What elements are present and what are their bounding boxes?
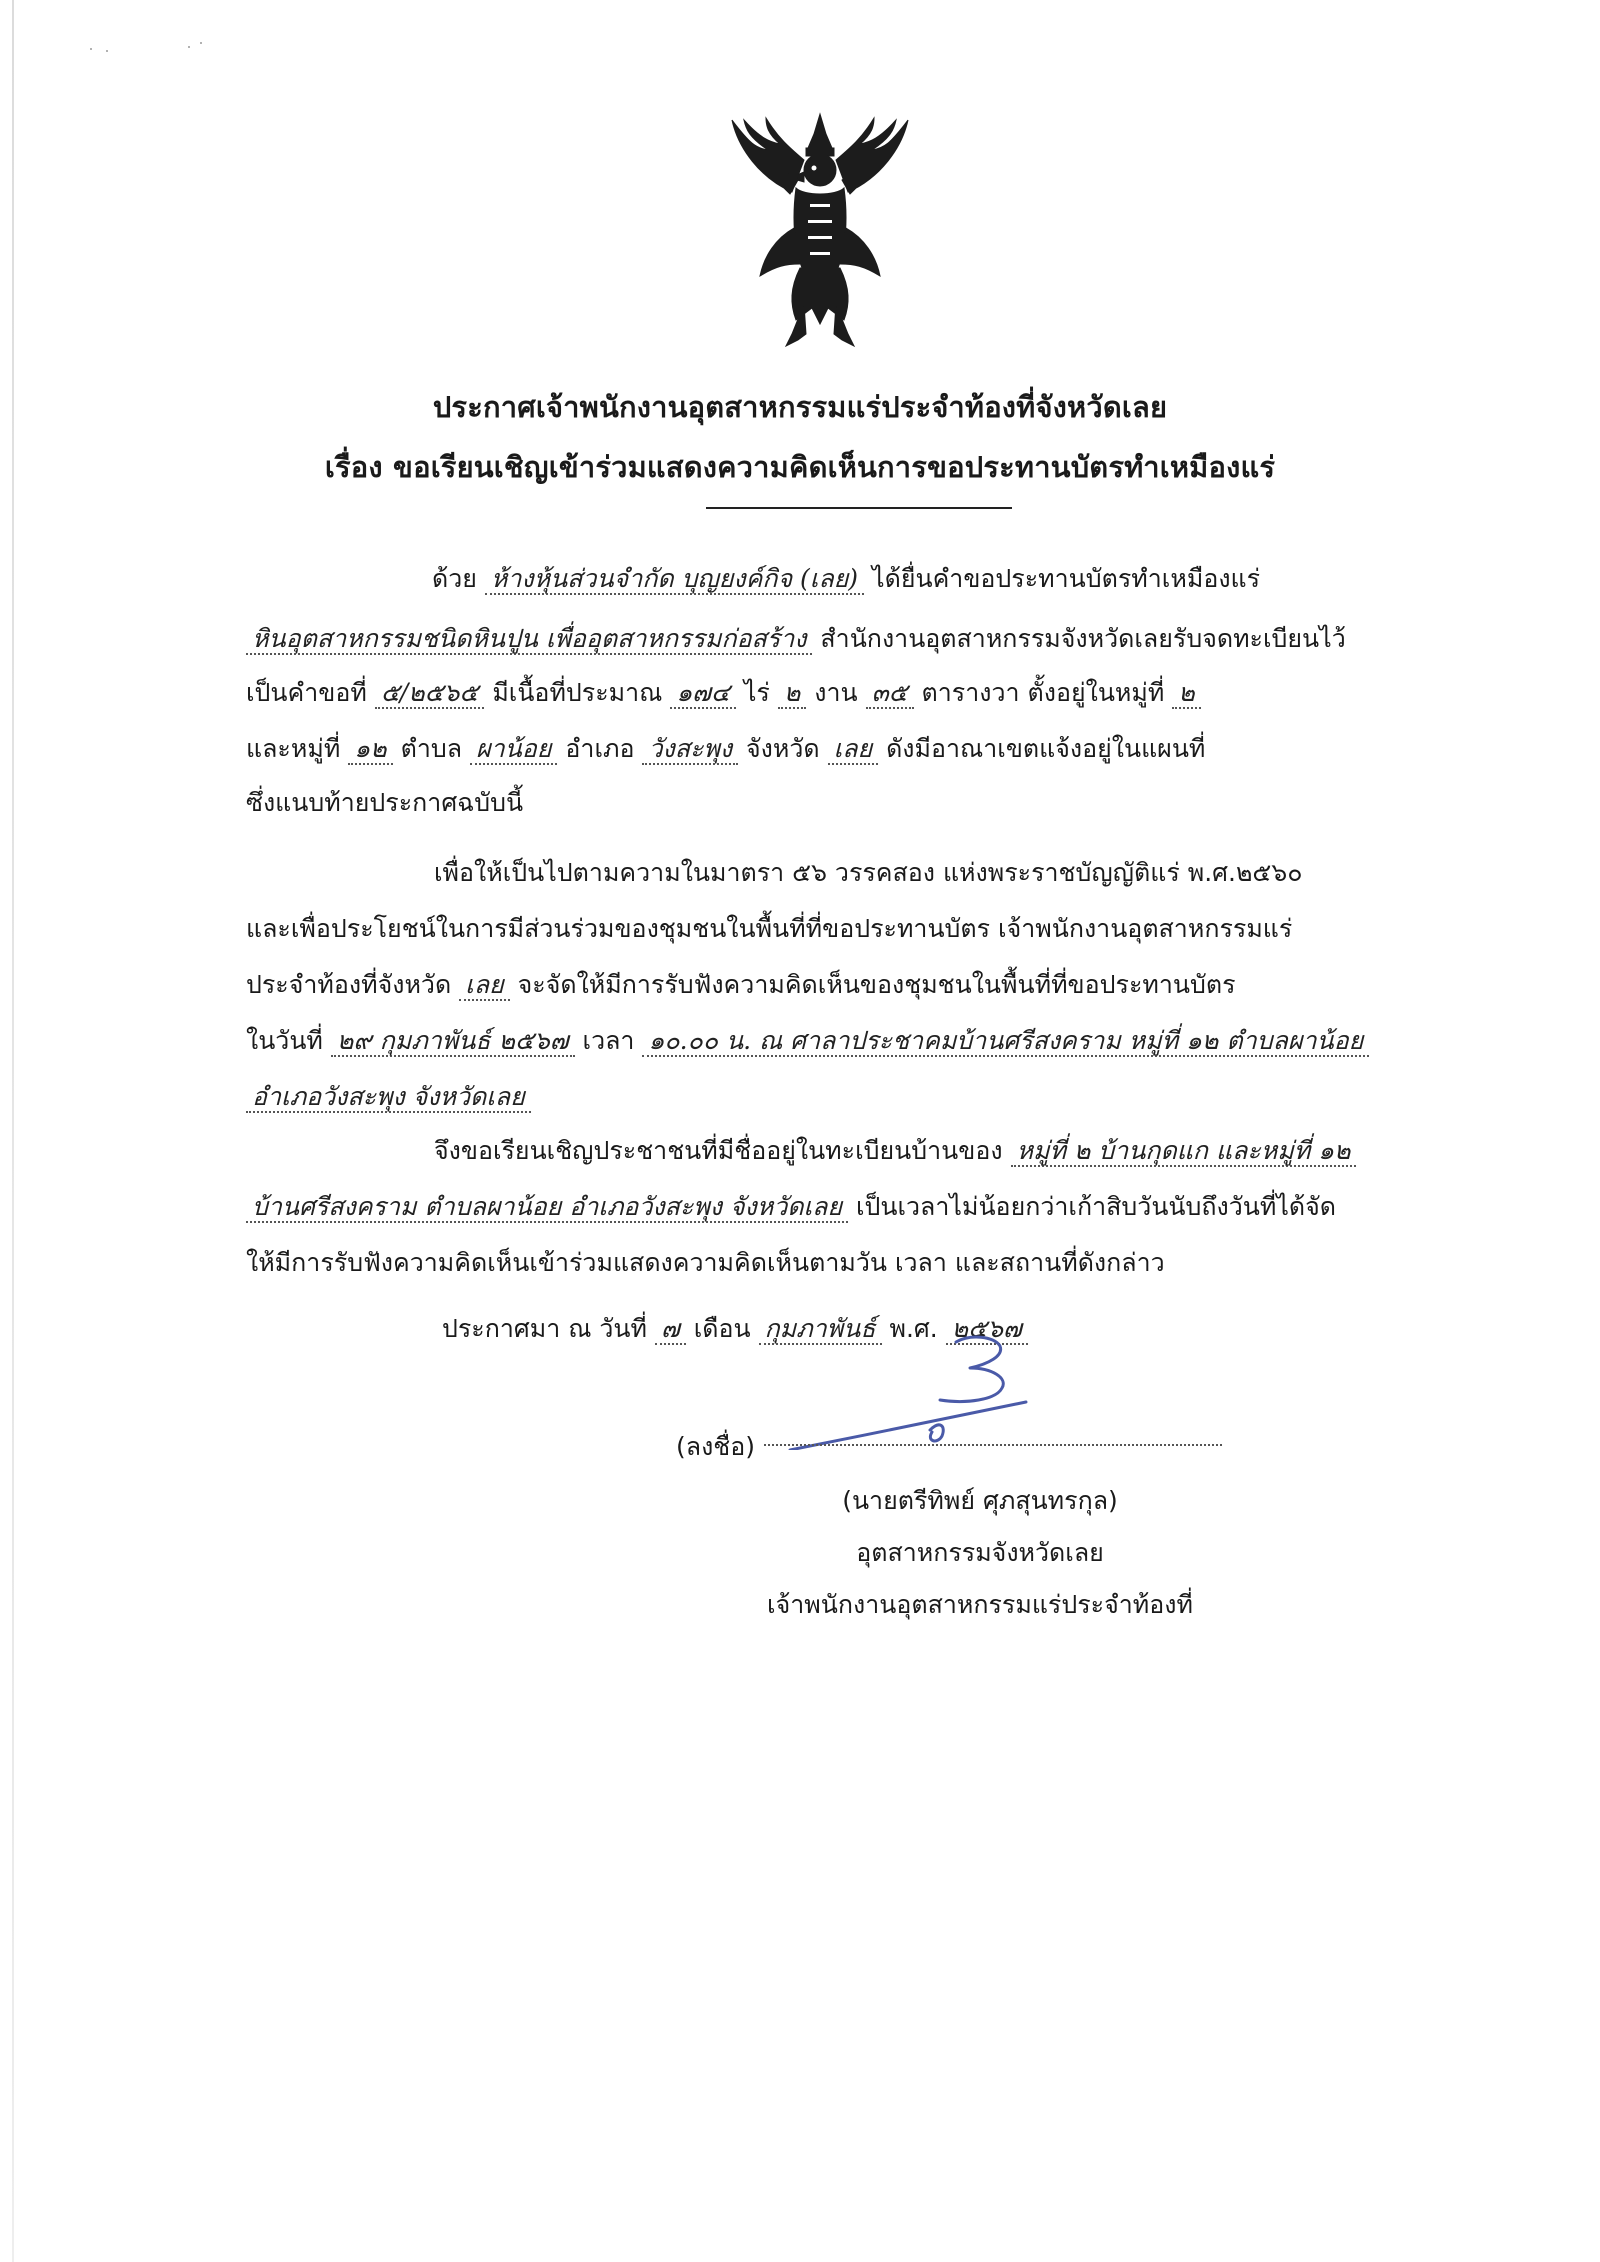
- hearing-place: อำเภอวังสะพุง จังหวัดเลย: [246, 1082, 531, 1113]
- p1-line-2: หินอุตสาหกรรมชนิดหินปูน เพื่ออุตสาหกรรมก่อสร้าง สำนักงานอุตสาหกรรมจังหวัดเลยรับจดทะเบียนไว้: [246, 616, 1466, 662]
- tambon: ผาน้อย: [470, 734, 557, 765]
- title-underline: [706, 507, 1012, 509]
- company-name: ห้างหุ้นส่วนจำกัด บุญยงค์กิจ (เลย): [485, 564, 864, 595]
- announcement-subject: เรื่อง ขอเรียนเชิญเข้าร่วมแสดงความคิดเห็นการขอประทานบัตรทำเหมืองแร่: [324, 450, 1276, 484]
- area-rai: ๑๗๔: [670, 678, 736, 709]
- hearing-province: เลย: [459, 970, 510, 1001]
- garuda-emblem-icon: [720, 108, 920, 348]
- sign-label: (ลงชื่อ): [676, 1432, 756, 1461]
- area-wa: ๓๕: [866, 678, 914, 709]
- application-number: ๕/๒๕๖๕: [375, 678, 485, 709]
- amphoe: วังสะพุง: [642, 734, 738, 765]
- announce-date-line: ประกาศมา ณ วันที่ ๗ เดือน กุมภาพันธ์ พ.ศ. ๒๕๖๗: [442, 1306, 1342, 1352]
- invited-villages-2: บ้านศรีสงคราม ตำบลผาน้อย อำเภอวังสะพุง จังหวัดเลย: [246, 1192, 848, 1223]
- p1-line-5: ซึ่งแนบท้ายประกาศฉบับนี้: [246, 788, 524, 817]
- p3-line-3: ให้มีการรับฟังความคิดเห็นเข้าร่วมแสดงความคิดเห็นตามวัน เวลา และสถานที่ดังกล่าว: [246, 1248, 1165, 1277]
- p2-line-4: ในวันที่ ๒๙ กุมภาพันธ์ ๒๕๖๗ เวลา ๑๐.๐๐ น. ณ ศาลาประชาคมบ้านศรีสงคราม หมู่ที่ ๑๒ ตำบลผาน้อย: [246, 1018, 1466, 1064]
- p2-line-3: ประจำท้องที่จังหวัด เลย จะจัดให้มีการรับฟังความคิดเห็นของชุมชนในพื้นที่ที่ขอประทานบัตร: [246, 970, 1236, 999]
- signer-position-2: เจ้าพนักงานอุตสาหกรรมแร่ประจำท้องที่: [767, 1590, 1193, 1619]
- scan-edge: [12, 0, 14, 2262]
- invited-villages: หมู่ที่ ๒ บ้านกุดแก และหมู่ที่ ๑๒: [1011, 1136, 1357, 1167]
- announce-day: ๗: [655, 1314, 686, 1345]
- announce-year: ๒๕๖๗: [946, 1314, 1028, 1345]
- province: เลย: [828, 734, 879, 765]
- announcement-title: ประกาศเจ้าพนักงานอุตสาหกรรมแร่ประจำท้องที่จังหวัดเลย: [432, 390, 1168, 424]
- hearing-time-place: ๑๐.๐๐ น. ณ ศาลาประชาคมบ้านศรีสงคราม หมู่ที่ ๑๒ ตำบลผาน้อย: [642, 1026, 1369, 1057]
- scan-specks: [80, 40, 240, 70]
- moo-number: ๒: [1172, 678, 1200, 709]
- moo-number-2: ๑๒: [348, 734, 392, 765]
- p1-line-4: และหมู่ที่ ๑๒ ตำบล ผาน้อย อำเภอ วังสะพุง จังหวัด เลย ดังมีอาณาเขตแจ้งอยู่ในแผนที่: [246, 734, 1206, 763]
- hearing-date: ๒๙ กุมภาพันธ์ ๒๕๖๗: [331, 1026, 575, 1057]
- signer-name: (นายตรีทิพย์ ศุภสุนทรกุล): [842, 1486, 1118, 1515]
- p3-line-2: บ้านศรีสงคราม ตำบลผาน้อย อำเภอวังสะพุง จังหวัดเลย เป็นเวลาไม่น้อยกว่าเก้าสิบวันนับถึงวันที่ได้จัด: [246, 1184, 1466, 1230]
- mineral-type: หินอุตสาหกรรมชนิดหินปูน เพื่ออุตสาหกรรมก่อสร้าง: [246, 624, 812, 655]
- area-ngan: ๒: [778, 678, 806, 709]
- signature-dotted-line: [764, 1444, 1222, 1446]
- p2-line-5: [246, 1074, 1466, 1120]
- p1-line-1: ด้วย ห้างหุ้นส่วนจำกัด บุญยงค์กิจ (เลย) ได้ยื่นคำขอประทานบัตรทำเหมืองแร่: [432, 564, 1261, 593]
- p1-line-3: เป็นคำขอที่ ๕/๒๕๖๕ มีเนื้อที่ประมาณ ๑๗๔ ไร่ ๒ งาน ๓๕ ตารางวา ตั้งอยู่ในหมู่ที่ ๒: [246, 670, 1466, 716]
- p2-line-1: เพื่อให้เป็นไปตามความในมาตรา ๕๖ วรรคสอง แห่งพระราชบัญญัติแร่ พ.ศ.๒๕๖๐: [434, 858, 1303, 887]
- announce-month: กุมภาพันธ์: [759, 1314, 882, 1345]
- p2-line-2: และเพื่อประโยชน์ในการมีส่วนร่วมของชุมชนในพื้นที่ที่ขอประทานบัตร เจ้าพนักงานอุตสาหกรรมแร่: [246, 914, 1293, 943]
- signer-position-1: อุตสาหกรรมจังหวัดเลย: [856, 1538, 1104, 1567]
- p3-line-1: จึงขอเรียนเชิญประชาชนที่มีชื่ออยู่ในทะเบียนบ้านของ หมู่ที่ ๒ บ้านกุดแก และหมู่ที่ ๑๒: [434, 1128, 1466, 1174]
